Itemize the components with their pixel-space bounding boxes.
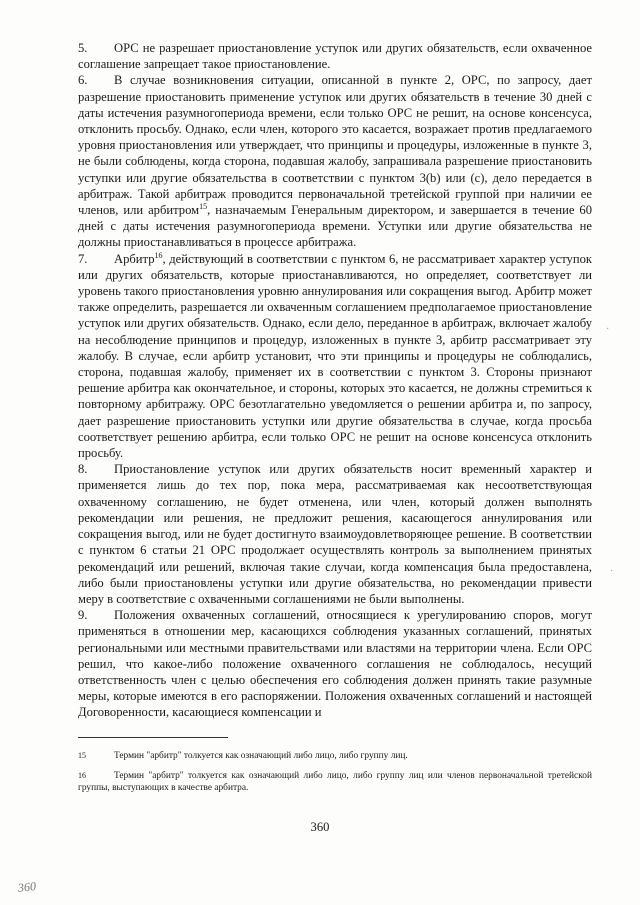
paragraph-text: , действующий в соответствии с пунктом 6, не рассматривает характер уступок или других обязательств, которые приостанавливаются, но определяет, соответствует ли уровень такого приостановления уровню аннулирования или сокращения выгод. Арбитр может также определить, разрешается ли охваченным соглашением предполагаемое приостановление уступок или других обязательств. Однако, если дело, переданное в арбитраж, включает жалобу на несоблюдение принципов и процедур, изложенных в пункте 3, арбитр рассматривает эту жалобу. В случае, если арбитр установит, что эти принципы и процедуры не соблюдались, сторона, подавшая жалобу, применяет их в соответствии с пунктом 3. Стороны признают решение арбитра как окончательное, и стороны, которых это касается, не должны стремиться к повторному арбитражу. ОРС безотлагательно уведомляется о решении арбитра и, по запросу, дает разрешение приостановить уступки или другие обязательства в случае, когда просьба соответствует решению арбитра, если только ОРС не решит на основе консенсуса отклонить просьбу. [78,251,592,461]
paragraph [78,40,592,72]
paragraph-number: 6. [78,73,88,88]
paragraph-number: 5. [78,41,88,55]
page-number: 360 [310,820,330,834]
paragraph-text: Арбитр [114,251,155,266]
scan-speck: · [606,324,610,335]
paragraph-text: Положения охваченных соглашений, относящиеся к урегулированию споров, могут применяться в отношении мер, касающихся соблюдения указанных соглашений, принятых региональными или местными правительствами или властями на территории члена. Если ОРС решил, что какое-либо положение охваченного соглашения не соблюдалось, несущий ответственность член с целью обеспечения его соблюдения должен принять такие разумные меры, которые имеются в его распоряжении. Положения охваченных соглашений и настоящей Договоренности, касающиеся компенсации и [78,608,592,720]
paragraph-number: 7. [78,251,88,266]
footnote [78,750,592,762]
footnote [78,770,592,794]
paragraph-text: Приостановление уступок или других обязательств носит временный характер и применяется лишь до тех пор, пока мера, рассматриваемая как несоответствующая охваченному соглашению, не будет отменена, или член, который должен выполнять рекомендации или решения, не предложит решения, касающегося аннулирования или сокращения выгод, или не будет достигнуто взаимоудовлетворяющее решение. В соответствии с пунктом 6 статьи 21 ОРС продолжает осуществлять контроль за выполнением принятых рекомендаций или решений, включая такие случаи, когда компенсация была предоставлена, либо были приостановлены уступки или другие обязательства, но рекомендации привести меру в соответствие с охваченными соглашениями не были выполнены. [78,462,592,606]
body-text [78,40,592,721]
handwritten-page-note: 360 [17,879,37,895]
scan-speck: · [610,566,614,577]
paragraph [78,251,592,462]
footnote-ref: 16 [154,250,163,260]
footnote-ref: 15 [199,201,208,211]
paragraph-number: 8. [78,462,88,477]
paragraph-text: ОРС не разрешает приостановление уступок или других обязательств, если охваченное соглашение запрещает такое приостановление. [78,41,592,72]
footnote-number: 16 [78,771,86,780]
paragraph-number: 9. [78,608,88,623]
footnote-text: Термин "арбитр" толкуется как означающий либо лицо, либо группу лиц. [114,751,408,761]
footnote-number: 15 [78,751,86,760]
footnote-text: Термин "арбитр" толкуется как означающий либо лицо, либо группу лиц или членов первоначальной третейской группы, выступающих в качестве арбитра. [78,771,592,793]
footnote-separator [78,737,228,738]
footnotes [78,750,592,802]
paragraph-text: В случае возникновения ситуации, описанной в пункте 2, ОРС, по запросу, дает разрешение приостановить применение уступок или других обязательств в течение 30 дней с даты истечения разумногопериода времени, если только ОРС не решит, на основе консенсуса, отклонить просьбу. Однако, если член, которого это касается, возражает против предлагаемого уровня приостановления или утверждает, что принципы и процедуры, изложенные в пункте 3, не были соблюдены, когда сторона, подавшая жалобу, запрашивала разрешение приостановить уступки или другие обязательства в соответствии с пунктом 3(b) или (с), дело передается в арбитраж. Такой арбитраж проводится первоначальной третейской группой при наличии ее членов, или арбитром [78,73,592,218]
paragraph [78,72,592,250]
paragraph-text: , назначаемым Генеральным директором, и завершается в течение 60 дней с даты истечения разумногопериода времени. Уступки или другие обязательства не должны приостанавливаться в процессе арбитража. [78,203,592,250]
paragraph [78,607,592,720]
paragraph [78,461,592,607]
